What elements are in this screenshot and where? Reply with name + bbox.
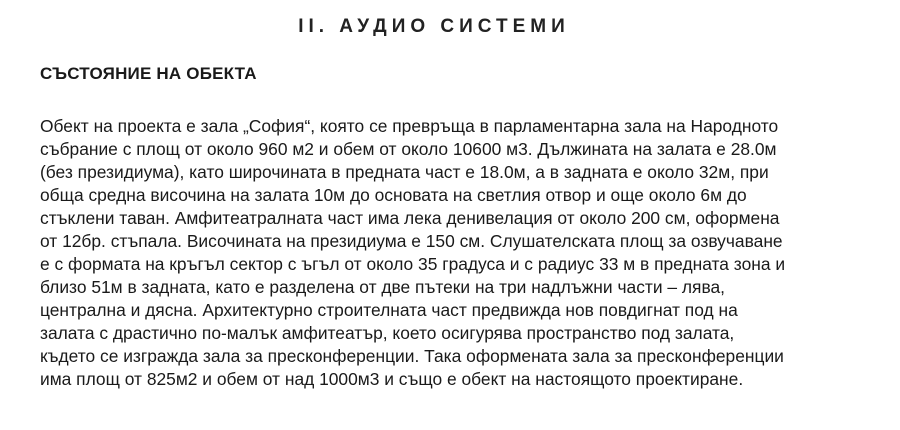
paragraph-line: където се изгражда зала за пресконференции. Така оформената зала за пресконференции [40,346,784,366]
paragraph-line: от 12бр. стъпала. Височината на президиума е 150 см. Слушателската площ за озвучаване [40,231,783,251]
paragraph-line: стъклени таван. Амфитеатралната част има лека денивелация от около 200 см, оформена [40,208,780,228]
paragraph-line: е с формата на кръгъл сектор с ъгъл от около 35 градуса и с радиус 33 м в предната зона и [40,254,786,274]
paragraph-line: Обект на проекта е зала „София“, която се превръща в парламентарна зала на Народното [40,116,779,136]
chapter-title: II. АУДИО СИСТЕМИ [298,16,570,37]
paragraph-line: (без президиума), като широчината в предната част е 18.0м, а в задната е около 32м, при [40,162,769,182]
paragraph-line: централна и дясна. Архитектурно строителната част предвижда нов повдигнат под на [40,300,738,320]
paragraph-line: обща средна височина на залата 10м до основата на светлия отвор и още около 6м до [40,185,747,205]
body-paragraph [40,115,870,391]
paragraph-line: близо 51м в задната, като е разделена от две пътеки на три надлъжни части – лява, [40,277,726,297]
section-heading: СЪСТОЯНИЕ НА ОБЕКТА [40,64,257,83]
paragraph-line: има площ от 825м2 и обем от над 1000м3 и също е обект на настоящото проектиране. [40,369,744,389]
paragraph-line: залата с драстично по-малък амфитеатър, което осигурява пространство под залата, [40,323,735,343]
paragraph-line: събрание с площ от около 960 м2 и обем от около 10600 м3. Дължината на залата е 28.0м [40,139,777,159]
